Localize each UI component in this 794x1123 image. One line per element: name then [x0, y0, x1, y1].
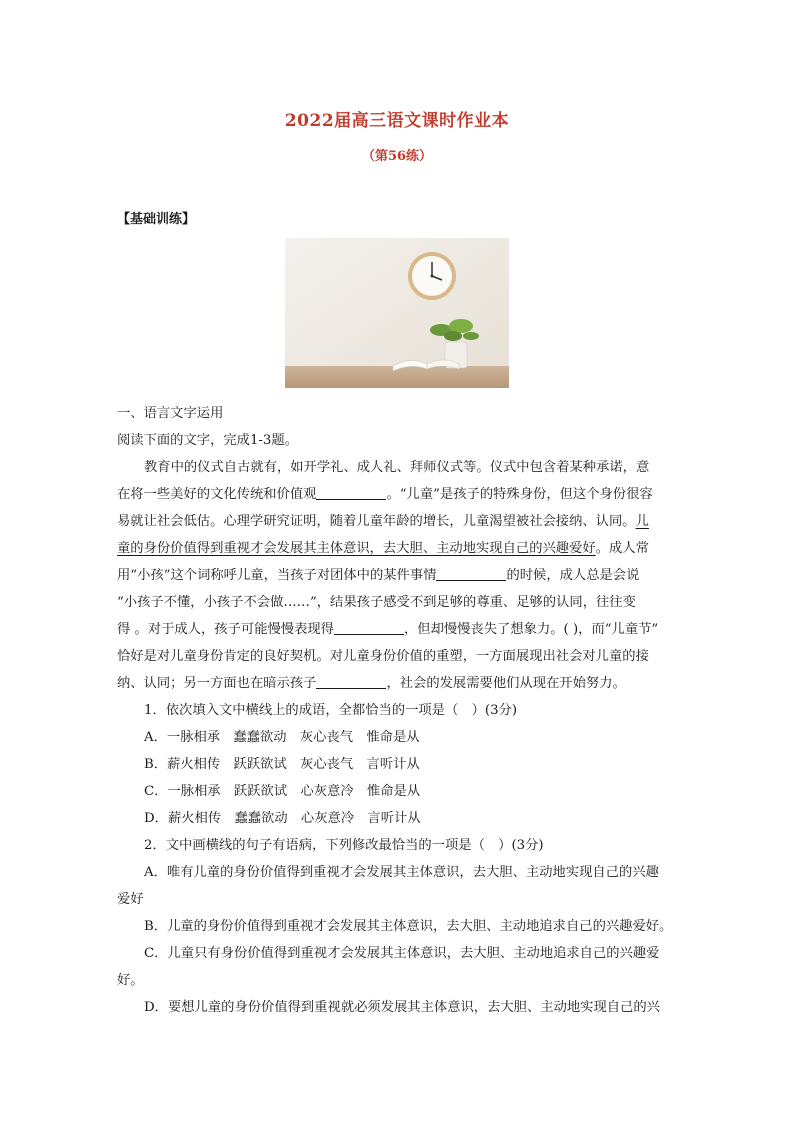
passage-text: 得 。对于成人，孩子可能慢慢表现得: [117, 622, 334, 637]
passage-text: 易就让社会低估。心理学研究证明，随着儿童年龄的增长，儿童渴望被社会接纳、认同。: [117, 514, 636, 529]
passage-text: ，社会的发展需要他们从现在开始努力。: [386, 676, 626, 691]
passage-line: [117, 616, 682, 643]
section-heading: 【基础训练】: [117, 212, 196, 227]
underlined-sentence: 儿: [635, 514, 649, 529]
passage-text: ，但却慢慢丧失了想象力。( )，而“儿童节”: [403, 622, 659, 637]
passage-text: 的时候，成人总是会说: [506, 568, 640, 583]
passage-text: 。“儿童”是孩子的特殊身份，但这个身份很容: [386, 487, 653, 502]
fill-blank: [334, 618, 404, 635]
passage-line: [117, 535, 682, 562]
passage-text: 用“小孩”这个词称呼儿童，当孩子对团体中的某件事情: [117, 568, 437, 583]
option-b: B．薪火相传 跃跃欲试 灰心丧气 言听计从: [144, 757, 420, 772]
option-c: C．一脉相承 跃跃欲试 心灰意冷 惟命是从: [144, 784, 421, 799]
fill-blank: [316, 483, 386, 500]
reading-passage: [117, 454, 682, 697]
clock-plant-photo: [285, 238, 509, 388]
option-b: B．儿童的身份价值得到重视才会发展其主体意识，去大胆、主动地追求自己的兴趣爱好。: [144, 919, 673, 934]
fill-blank: [316, 672, 386, 689]
passage-text: 在将一些美好的文化传统和价值观: [117, 487, 317, 502]
document-title: 2022届高三语文课时作业本: [284, 111, 510, 131]
fill-blank: [436, 564, 506, 581]
passage-text: 纳、认同；另一方面也在暗示孩子: [117, 676, 317, 691]
question-stem: 1．依次填入文中横线上的成语，全都恰当的一项是（ ）(3分): [144, 703, 518, 718]
document-subtitle: （第56练）: [361, 149, 433, 164]
passage-line: “小孩子不懂，小孩子不会做……”，结果孩子感受不到足够的尊重、足够的认同，往往变: [117, 595, 636, 610]
passage-line: [117, 481, 682, 508]
question-stem: 2．文中画横线的句子有语病，下列修改最恰当的一项是（ ）(3分): [144, 838, 544, 853]
part-title: 一、语言文字运用: [117, 406, 224, 421]
instruction: 阅读下面的文字，完成1-3题。: [117, 433, 298, 448]
option-a-continued: 爱好: [117, 892, 144, 907]
passage-line: [117, 562, 682, 589]
passage-line: 恰好是对儿童身份肯定的良好契机。对儿童身份价值的重塑，一方面展现出社会对儿童的接: [117, 649, 649, 664]
option-c-continued: 好。: [117, 973, 144, 988]
document-body: [117, 400, 682, 1021]
passage-line: 教育中的仪式自古就有，如开学礼、成人礼、拜师仪式等。仪式中包含着某种承诺，意: [144, 460, 650, 475]
option-d: D．要想儿童的身份价值得到重视就必须发展其主体意识，去大胆、主动地实现自己的兴: [144, 1000, 660, 1015]
question-2: [117, 832, 682, 1021]
option-a: A．一脉相承 蠢蠢欲动 灰心丧气 惟命是从: [144, 730, 420, 745]
wall-clock-icon: [408, 252, 456, 300]
option-d: D．薪火相传 蠢蠢欲动 心灰意冷 言听计从: [144, 811, 421, 826]
passage-line: [117, 508, 682, 535]
passage-text: 。成人常: [595, 541, 649, 556]
option-c: C．儿童只有身份价值得到重视才会发展其主体意识，去大胆、主动地追求自己的兴趣爱: [144, 946, 660, 961]
underlined-sentence: 童的身份价值得到重视才会发展其主体意识，去大胆、主动地实现自己的兴趣爱好: [117, 541, 596, 556]
question-1: [117, 697, 682, 832]
option-a: A．唯有儿童的身份价值得到重视才会发展其主体意识，去大胆、主动地实现自己的兴趣: [144, 865, 659, 880]
passage-line: [117, 670, 682, 697]
